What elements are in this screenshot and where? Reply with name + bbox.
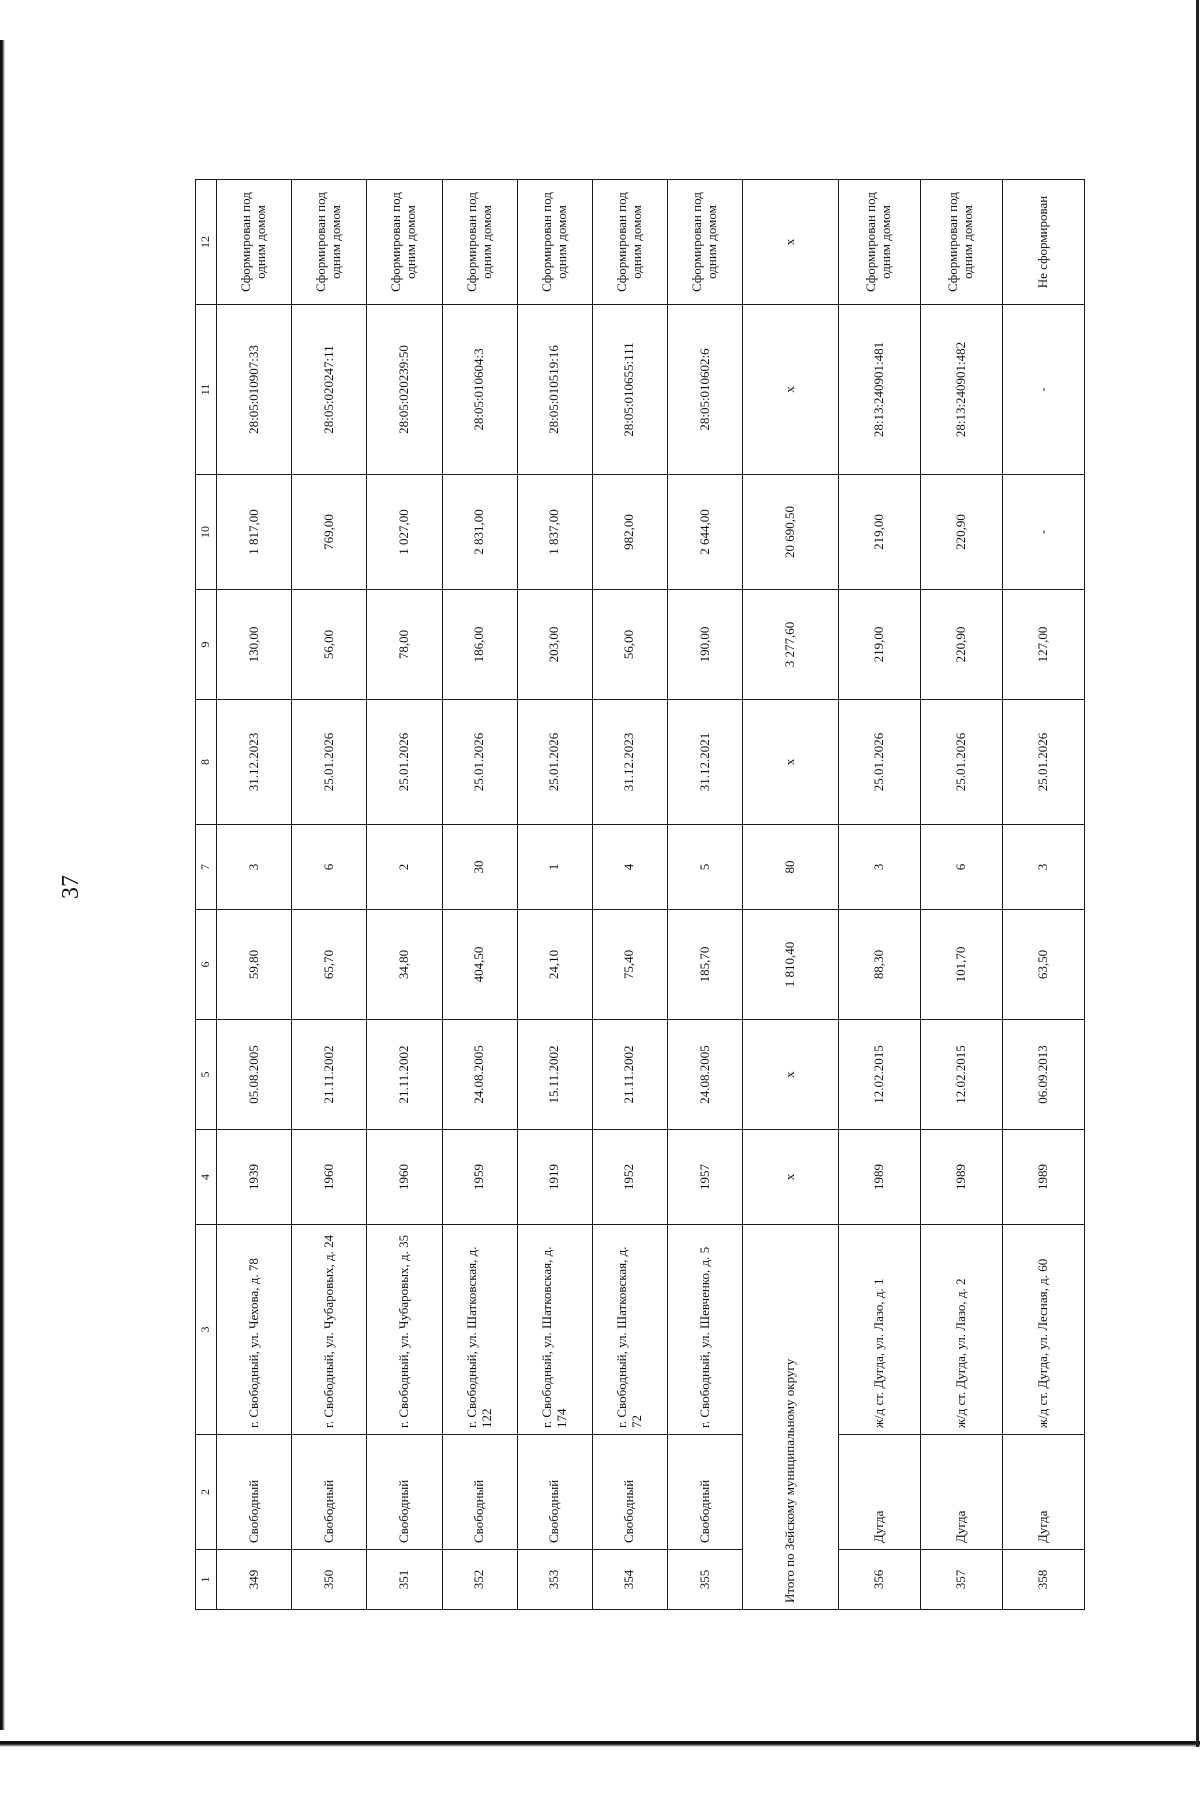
status-cell: Сформирован под одним домом [292, 180, 367, 305]
row-number: 351 [367, 1550, 442, 1610]
deadline-cell: x [743, 700, 839, 825]
cadastral-area-cell: 2 831,00 [442, 475, 517, 590]
cadastral-area-cell: 769,00 [292, 475, 367, 590]
deadline-cell: 25.01.2026 [517, 700, 592, 825]
people-cell: 3 [1002, 825, 1084, 910]
land-area-cell: 220,90 [920, 590, 1002, 700]
year-cell: 1989 [838, 1130, 920, 1225]
cadastral-area-cell: 219,00 [838, 475, 920, 590]
area-cell: 1 810,40 [743, 910, 839, 1020]
address-cell: г. Свободный, ул. Шатковская, д. 122 [442, 1225, 517, 1435]
address-cell: ж/д ст. Дугда, ул. Лазо, д. 1 [838, 1225, 920, 1435]
table-row [367, 180, 442, 1610]
table-row [920, 180, 1002, 1610]
cadastral-number-cell: 28:13:240901:482 [920, 305, 1002, 475]
land-area-cell: 190,00 [668, 590, 743, 700]
land-area-cell: 130,00 [217, 590, 292, 700]
cadastral-area-cell: 20 690,50 [743, 475, 839, 590]
area-cell: 34,80 [367, 910, 442, 1020]
address-cell: г. Свободный, ул. Шатковская, д. 72 [592, 1225, 667, 1435]
scan-bottom-edge [0, 1741, 1200, 1747]
row-number: 356 [838, 1550, 920, 1610]
table-row [517, 180, 592, 1610]
status-cell: Сформирован под одним домом [217, 180, 292, 305]
settlement-cell: Свободный [442, 1435, 517, 1550]
address-cell: г. Свободный, ул. Шатковская, д. 174 [517, 1225, 592, 1435]
area-cell: 59,80 [217, 910, 292, 1020]
status-cell: Сформирован под одним домом [442, 180, 517, 305]
settlement-cell: Свободный [367, 1435, 442, 1550]
deadline-cell: 31.12.2023 [217, 700, 292, 825]
year-cell: 1960 [292, 1130, 367, 1225]
housing-table [195, 179, 1085, 1610]
address-cell: г. Свободный, ул. Чехова, д. 78 [217, 1225, 292, 1435]
cadastral-area-cell: - [1002, 475, 1084, 590]
cadastral-number-cell: 28:05:010604:3 [442, 305, 517, 475]
address-cell: г. Свободный, ул. Чубаровых, д. 24 [292, 1225, 367, 1435]
settlement-cell: Свободный [517, 1435, 592, 1550]
land-area-cell: 219,00 [838, 590, 920, 700]
area-cell: 75,40 [592, 910, 667, 1020]
cadastral-area-cell: 982,00 [592, 475, 667, 590]
land-area-cell: 56,00 [292, 590, 367, 700]
area-cell: 185,70 [668, 910, 743, 1020]
status-cell: Сформирован под одним домом [668, 180, 743, 305]
cadastral-area-cell: 1 817,00 [217, 475, 292, 590]
cadastral-number-cell: 28:05:010602:6 [668, 305, 743, 475]
cadastral-area-cell: 2 644,00 [668, 475, 743, 590]
column-header: 6 [196, 910, 217, 1020]
year-cell: 1919 [517, 1130, 592, 1225]
status-cell: Не сформирован [1002, 180, 1084, 305]
column-header: 2 [196, 1435, 217, 1550]
address-cell: г. Свободный, ул. Чубаровых, д. 35 [367, 1225, 442, 1435]
land-area-cell: 78,00 [367, 590, 442, 700]
deadline-cell: 25.01.2026 [367, 700, 442, 825]
status-cell: x [743, 180, 839, 305]
scan-left-edge [0, 40, 5, 1730]
page-number: 37 [58, 875, 84, 899]
column-header: 3 [196, 1225, 217, 1435]
deadline-cell: 25.01.2026 [920, 700, 1002, 825]
column-header: 1 [196, 1550, 217, 1610]
year-cell: 1952 [592, 1130, 667, 1225]
column-header: 10 [196, 475, 217, 590]
column-header: 5 [196, 1020, 217, 1130]
people-cell: 4 [592, 825, 667, 910]
cadastral-number-cell: 28:05:010907:33 [217, 305, 292, 475]
settlement-cell: Свободный [217, 1435, 292, 1550]
date-cell: 21.11.2002 [367, 1020, 442, 1130]
row-number: 350 [292, 1550, 367, 1610]
table-row [292, 180, 367, 1610]
area-cell: 24,10 [517, 910, 592, 1020]
total-label: Итого по Зейскому муниципальному округу [743, 1225, 839, 1610]
date-cell: 12.02.2015 [920, 1020, 1002, 1130]
year-cell: 1957 [668, 1130, 743, 1225]
year-cell: 1989 [920, 1130, 1002, 1225]
row-number: 357 [920, 1550, 1002, 1610]
settlement-cell: Дугда [920, 1435, 1002, 1550]
table-row [592, 180, 667, 1610]
table-row [217, 180, 292, 1610]
settlement-cell: Свободный [592, 1435, 667, 1550]
people-cell: 2 [367, 825, 442, 910]
date-cell: 06.09.2013 [1002, 1020, 1084, 1130]
table-row [1002, 180, 1084, 1610]
area-cell: 88,30 [838, 910, 920, 1020]
land-area-cell: 56,00 [592, 590, 667, 700]
people-cell: 80 [743, 825, 839, 910]
status-cell: Сформирован под одним домом [517, 180, 592, 305]
address-cell: ж/д ст. Дугда, ул. Лазо, д. 2 [920, 1225, 1002, 1435]
cadastral-area-cell: 1 027,00 [367, 475, 442, 590]
date-cell: 21.11.2002 [592, 1020, 667, 1130]
column-header: 7 [196, 825, 217, 910]
row-number: 354 [592, 1550, 667, 1610]
status-cell: Сформирован под одним домом [920, 180, 1002, 305]
row-number: 355 [668, 1550, 743, 1610]
column-header: 4 [196, 1130, 217, 1225]
total-row [743, 180, 839, 1610]
area-cell: 65,70 [292, 910, 367, 1020]
cadastral-number-cell: 28:05:020247:11 [292, 305, 367, 475]
year-cell: 1939 [217, 1130, 292, 1225]
deadline-cell: 31.12.2021 [668, 700, 743, 825]
people-cell: 3 [838, 825, 920, 910]
year-cell: 1959 [442, 1130, 517, 1225]
cadastral-number-cell: 28:05:010655:111 [592, 305, 667, 475]
land-area-cell: 203,00 [517, 590, 592, 700]
column-header: 8 [196, 700, 217, 825]
year-cell: x [743, 1130, 839, 1225]
settlement-cell: Дугда [1002, 1435, 1084, 1550]
area-cell: 63,50 [1002, 910, 1084, 1020]
date-cell: 15.11.2002 [517, 1020, 592, 1130]
cadastral-area-cell: 1 837,00 [517, 475, 592, 590]
people-cell: 5 [668, 825, 743, 910]
people-cell: 6 [292, 825, 367, 910]
row-number: 352 [442, 1550, 517, 1610]
year-cell: 1989 [1002, 1130, 1084, 1225]
cadastral-number-cell: - [1002, 305, 1084, 475]
status-cell: Сформирован под одним домом [592, 180, 667, 305]
deadline-cell: 25.01.2026 [838, 700, 920, 825]
table-row [838, 180, 920, 1610]
settlement-cell: Свободный [668, 1435, 743, 1550]
land-area-cell: 186,00 [442, 590, 517, 700]
date-cell: x [743, 1020, 839, 1130]
people-cell: 30 [442, 825, 517, 910]
address-cell: ж/д ст. Дугда, ул. Лесная, д. 60 [1002, 1225, 1084, 1435]
row-number: 349 [217, 1550, 292, 1610]
area-cell: 101,70 [920, 910, 1002, 1020]
area-cell: 404,50 [442, 910, 517, 1020]
settlement-cell: Свободный [292, 1435, 367, 1550]
date-cell: 21.11.2002 [292, 1020, 367, 1130]
settlement-cell: Дугда [838, 1435, 920, 1550]
column-header: 9 [196, 590, 217, 700]
date-cell: 24.08.2005 [668, 1020, 743, 1130]
cadastral-area-cell: 220,90 [920, 475, 1002, 590]
deadline-cell: 25.01.2026 [292, 700, 367, 825]
column-number-row [196, 180, 217, 1610]
people-cell: 3 [217, 825, 292, 910]
people-cell: 1 [517, 825, 592, 910]
cadastral-number-cell: 28:13:240901:481 [838, 305, 920, 475]
scan-right-edge [1196, 0, 1199, 1747]
date-cell: 24.08.2005 [442, 1020, 517, 1130]
land-area-cell: 127,00 [1002, 590, 1084, 700]
table-row [442, 180, 517, 1610]
column-header: 12 [196, 180, 217, 305]
deadline-cell: 25.01.2026 [1002, 700, 1084, 825]
people-cell: 6 [920, 825, 1002, 910]
status-cell: Сформирован под одним домом [838, 180, 920, 305]
status-cell: Сформирован под одним домом [367, 180, 442, 305]
cadastral-number-cell: 28:05:010519:16 [517, 305, 592, 475]
row-number: 353 [517, 1550, 592, 1610]
date-cell: 05.08.2005 [217, 1020, 292, 1130]
cadastral-number-cell: x [743, 305, 839, 475]
land-area-cell: 3 277,60 [743, 590, 839, 700]
deadline-cell: 25.01.2026 [442, 700, 517, 825]
address-cell: г. Свободный, ул. Шевченко, д. 5 [668, 1225, 743, 1435]
cadastral-number-cell: 28:05:020239:50 [367, 305, 442, 475]
column-header: 11 [196, 305, 217, 475]
date-cell: 12.02.2015 [838, 1020, 920, 1130]
year-cell: 1960 [367, 1130, 442, 1225]
table-frame [195, 180, 1085, 1610]
row-number: 358 [1002, 1550, 1084, 1610]
deadline-cell: 31.12.2023 [592, 700, 667, 825]
table-row [668, 180, 743, 1610]
